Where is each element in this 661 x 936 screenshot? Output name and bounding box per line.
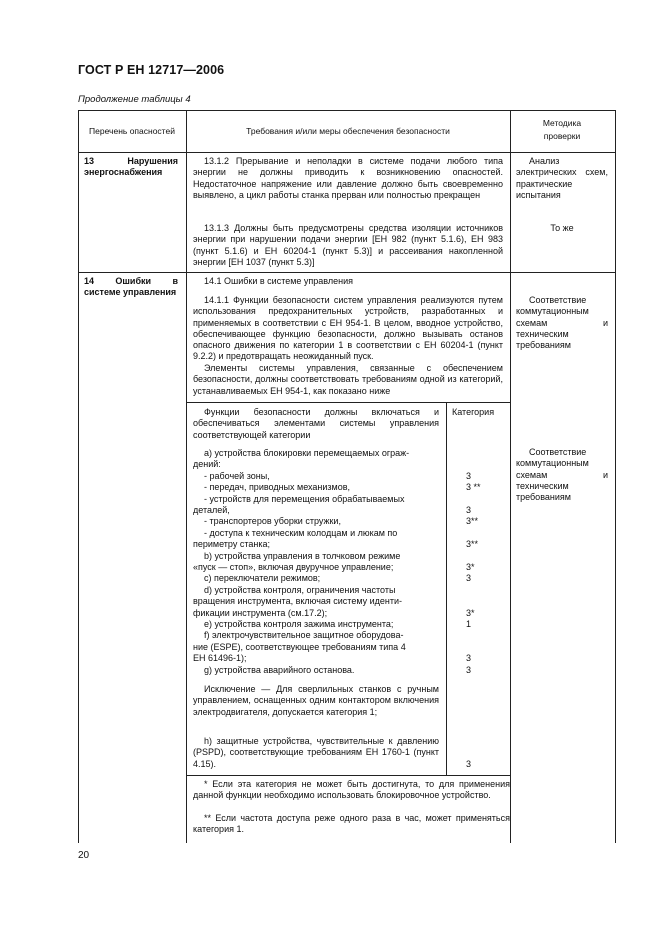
inner-list-category: 3* (466, 562, 475, 572)
inner-list-row (193, 528, 523, 539)
inner-table-bottom-border (186, 775, 510, 776)
inner-list-text: ние (ESPE), соответствующее требованиям типа 4 (193, 641, 406, 652)
inner-list-category: 3 ** (466, 482, 481, 493)
inner-list-row (193, 448, 523, 459)
inner-list-text: ЕН 61496-1); (193, 653, 247, 664)
inner-list-row (193, 505, 523, 516)
inner-list-row (193, 630, 523, 641)
inner-list-row (193, 665, 523, 676)
inner-list-text: вращения инструмента, включая систему иденти- (193, 596, 403, 607)
row14-paragraph-1: 14.1.1 Функции безопасности систем управления реализуются путем использования предохранительных устройств, разработанных и применяемых в соответствии с ЕН 954-1. В целом, вводное устройство, обеспечивающее функцию безопасности, должно вызывать останов опасного движения по категории 1 в соответствии с ЕН 60204-1 (пункт 9.2.2) и предотвращать неожиданный пуск. (193, 295, 503, 362)
table-top-border (78, 110, 615, 111)
item-h-category: 3 (466, 759, 472, 769)
page-number: 20 (78, 850, 90, 861)
inner-list-text: деталей, (193, 505, 230, 515)
inner-list-row (193, 653, 523, 664)
inner-list-text: дений: (193, 459, 221, 470)
inner-list-text: а) устройства блокировки перемещаемых ограж- (204, 448, 410, 458)
header-requirements: Требования и/или меры обеспечения безопасности (246, 126, 450, 136)
row14-paragraph-2: Элементы системы управления, связанные с обеспечением безопасности, должны соответствовать требованиям одной из категорий, устанавливаемых ЕН 954-1, как показано ниже (193, 363, 503, 396)
inner-list-text: f) электрочувствительное защитное оборудова- (204, 630, 404, 641)
inner-list-category: 3 (466, 505, 472, 515)
inner-list-category: 3** (466, 539, 479, 550)
inner-list-row (193, 642, 523, 653)
inner-list-row (193, 471, 523, 482)
inner-list-row (193, 596, 523, 607)
inner-list-row (193, 482, 523, 493)
inner-list-row (193, 619, 523, 630)
row14-method-2: Соответствие коммутационным схемам и техническим требованиям (516, 447, 608, 503)
header-bottom-border (78, 152, 615, 153)
table-left-border (78, 110, 79, 843)
row13-paragraph-2: 13.1.3 Должны быть предусмотрены средства изоляции источников энергии при нарушении подачи энергии [ЕН 982 (пункт 5.1.6), ЕН 983 (пункт 5.1.6) и ЕН 60204-1 (пункт 5.3)] и рассеивания накопленной энергии [ЕН 1037 (пункт 5.3)] (193, 223, 503, 267)
row14-method-1: Соответствие коммутационным схемам и техническим требованиям (516, 295, 608, 351)
inner-list-text: - транспортеров уборки стружки, (204, 516, 341, 527)
inner-list-row (193, 573, 523, 584)
header-method: Методика проверки (542, 118, 582, 141)
inner-list-row (193, 608, 523, 619)
inner-header-category: Категория (452, 407, 495, 417)
inner-list-category: 3 (466, 664, 472, 675)
row13-method-1: Анализ электрических схем, практические испытания (516, 156, 608, 200)
row13-method-2: То же (550, 223, 574, 233)
footnote-1: * Если эта категория не может быть достигнута, то для применения данной функции необходимо использовать блокировочное устройство. (193, 779, 510, 801)
inner-list-row (193, 562, 523, 573)
table-right-border (615, 110, 616, 843)
inner-list-text: e) устройства контроля зажима инструмента; (204, 619, 394, 629)
inner-list-row (193, 539, 523, 550)
inner-list-category: 3* (466, 607, 475, 618)
header-hazards: Перечень опасностей (89, 126, 175, 136)
inner-header-functions: Функции безопасности должны включаться и обеспечиваться элементами системы управления соответствующей категории (193, 407, 439, 440)
inner-list-category: 1 (466, 619, 472, 629)
inner-list-text: d) устройства контроля, ограничения частоты (204, 584, 396, 595)
inner-table-top-border (186, 402, 510, 403)
inner-list-text: - доступа к техническим колодцам и люкам по (204, 527, 398, 538)
inner-list-row (193, 459, 523, 470)
inner-list-text: периметру станка; (193, 539, 270, 550)
row13-paragraph-1: 13.1.2 Прерывание и неполадки в системе подачи любого типа энергии не должны приводить к возникновению опасностей. Недостаточное напряжение или давление должно быть своевременно выявлено, а цикл работы станка прерван или полностью прекращен (193, 156, 503, 200)
row13-bottom-border (78, 272, 615, 273)
inner-list-row (193, 551, 523, 562)
document-title: ГОСТ Р ЕН 12717—2006 (78, 63, 225, 77)
item-h-text: h) защитные устройства, чувствительные к давлению (PSPD), соответствующие требованиям ЕН 1760-1 (пункт 4.15). (193, 736, 439, 769)
inner-list-row (193, 516, 523, 527)
table-caption: Продолжение таблицы 4 (78, 94, 191, 105)
row14-section-heading: 14.1 Ошибки в системе управления (204, 276, 354, 286)
inner-list-category: 3 (466, 573, 472, 584)
inner-list-text: - передач, приводных механизмов, (204, 482, 351, 493)
inner-list-category: 3 (466, 470, 472, 481)
inner-list-text: фикации инструмента (см.17.2); (193, 607, 328, 618)
inner-list-text: - устройств для перемещения обрабатываемых (204, 493, 405, 504)
row13-hazard: 13 Нарушения энергоснабжения (84, 156, 178, 178)
inner-list-category: 3 (466, 653, 472, 664)
inner-list-text: c) переключатели режимов; (204, 573, 321, 584)
inner-list-text: b) устройства управления в толчковом режиме (204, 550, 401, 561)
inner-list-text: «пуск — стоп», включая двуручное управление; (193, 562, 394, 572)
column-divider-1 (186, 110, 187, 843)
inner-list-row (193, 494, 523, 505)
row14-hazard: 14 Ошибки в системе управления (84, 276, 178, 298)
inner-list-category: 3** (466, 516, 479, 527)
exception-note: Исключение — Для сверлильных станков с ручным управлением, оснащенных одним контактором включения электродвигателя, допускается категория 1; (193, 684, 439, 717)
inner-list-text: g) устройства аварийного останова. (204, 664, 355, 675)
footnote-2: ** Если частота доступа реже одного раза в час, может применяться категория 1. (193, 813, 510, 835)
inner-list-row (193, 585, 523, 596)
inner-list-text: - рабочей зоны, (204, 470, 270, 481)
